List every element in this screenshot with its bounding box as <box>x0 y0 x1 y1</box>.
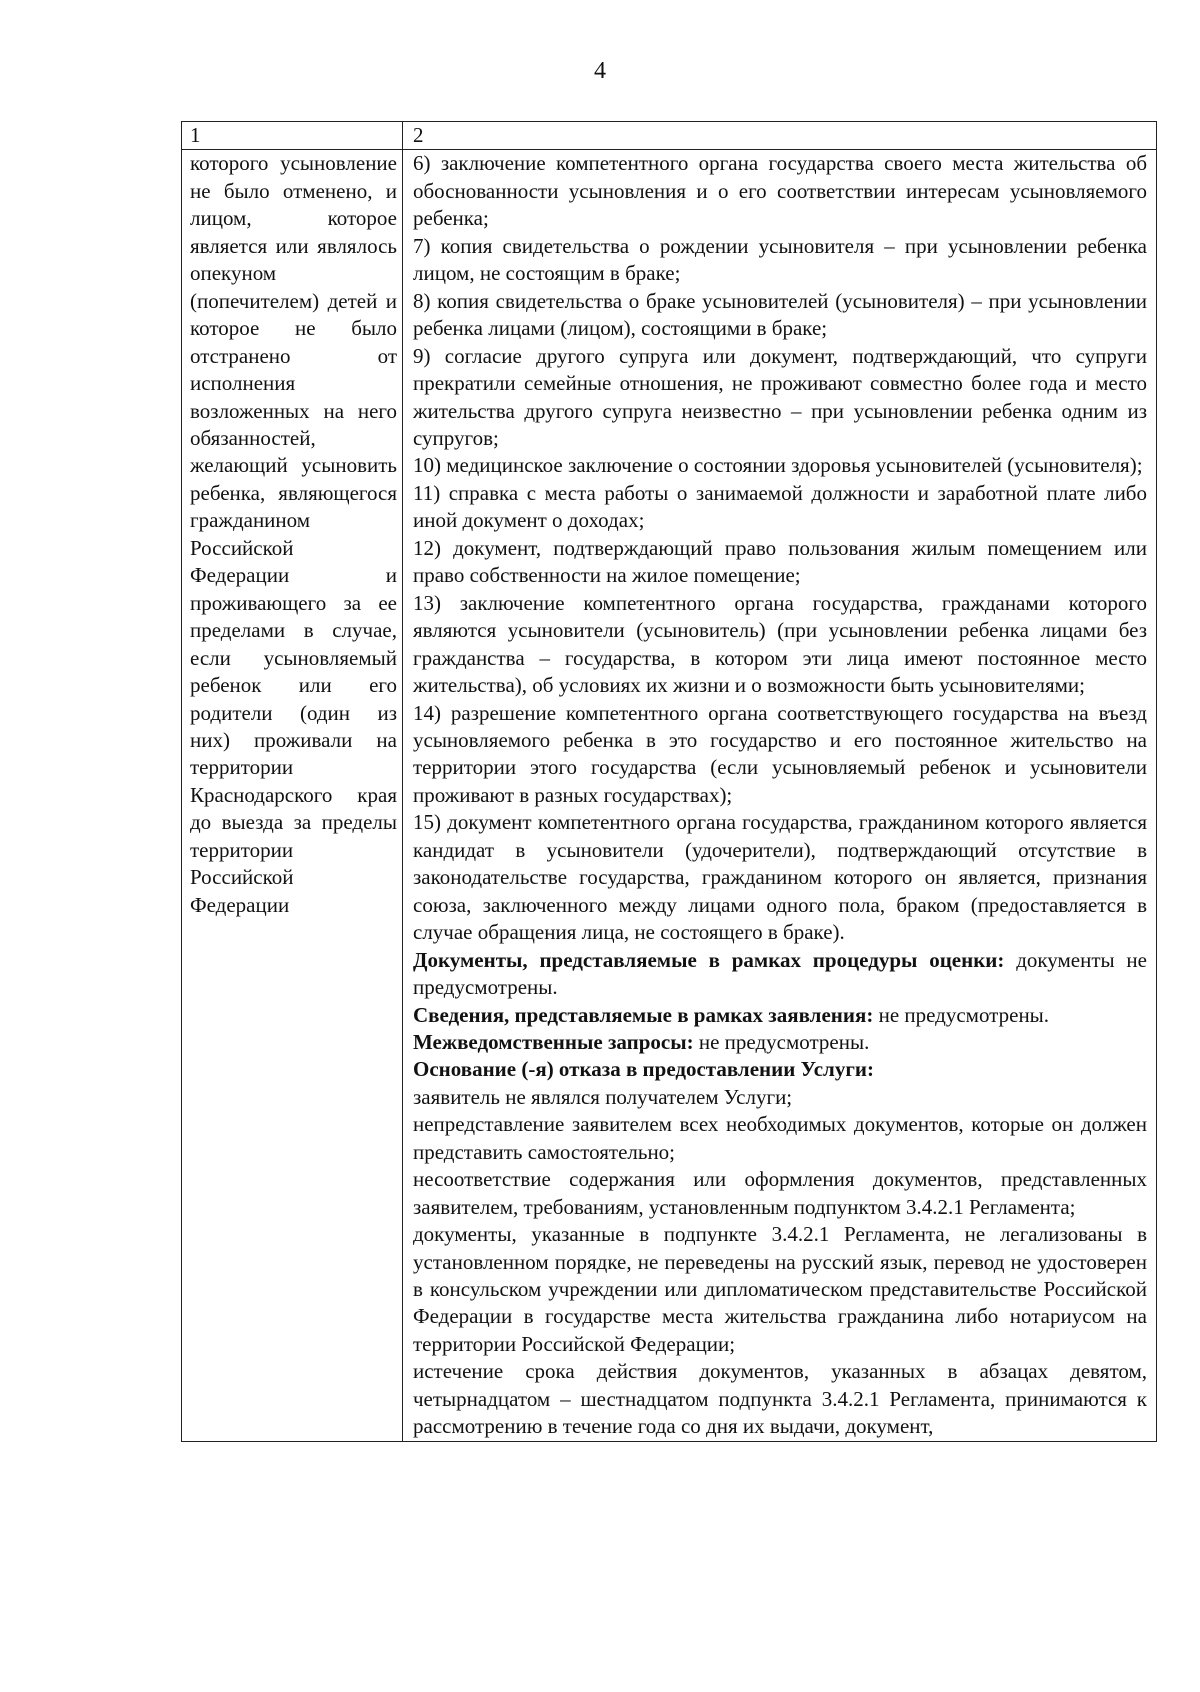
document-item-15: 15) документ компетентного органа государства, гражданином которого является кандидат в усыновители (удочерители), подтверждающий отсутствие в законодательстве государства, гражданином которого он является, признания союза, заключенного между лицами одного пола, браком (предоставляется в случае обращения лица, не состоящего в браке). <box>413 810 1147 945</box>
document-item-10: 10) медицинское заключение о состоянии здоровья усыновителей (усыновителя); <box>413 453 1143 478</box>
application-info <box>413 1002 1147 1029</box>
assessment-text: документы не предусмотрены. <box>413 947 1147 1000</box>
document-item-8: 8) копия свидетельства о браке усыновителей (усыновителя) – при усыновлении ребенка лицами (лицом), состоящими в браке; <box>413 288 1147 341</box>
services-table <box>181 121 1157 1442</box>
refusal-grounds-heading: Основание (-я) отказа в предоставлении Услуги: <box>413 1057 874 1082</box>
document-item-7: 7) копия свидетельства о рождении усыновителя – при усыновлении ребенка лицом, не состоящим в браке; <box>413 233 1147 286</box>
interagency-requests <box>413 1029 1147 1056</box>
interagency-label: Межведомственные запросы: <box>413 1029 694 1054</box>
application-label: Сведения, представляемые в рамках заявления: <box>413 1002 874 1027</box>
refusal-item: непредставление заявителем всех необходимых документов, которые он должен представить самостоятельно; <box>413 1112 1147 1164</box>
document-item-13: 13) заключение компетентного органа государства, гражданами которого являются усыновители (усыновитель) (при усыновлении ребенка лицами без гражданства – государства, в котором эти лица имеют постоянное место жительства), об условиях их жизни и о возможности быть усыновителями; <box>413 590 1147 698</box>
table-body-row <box>182 150 1157 1441</box>
document-item-12: 12) документ, подтверждающий право пользования жилым помещением или право собственности на жилое помещение; <box>413 535 1147 588</box>
document-item-9: 9) согласие другого супруга или документ, подтверждающий, что супруги прекратили семейные отношения, не проживают совместно более года и место жительства другого супруга неизвестно – при усыновлении ребенка одним из супругов; <box>413 343 1147 450</box>
document-item-6: 6) заключение компетентного органа государства своего места жительства об обоснованности усыновления и о его соответствии интересам усыновляемого ребенка; <box>413 151 1147 231</box>
document-item-14: 14) разрешение компетентного органа соответствующего государства на въезд усыновляемого ребенка в это государство и его постоянное жительство на территории этого государства (если усыновляемый ребенок и усыновители проживают в разных государствах); <box>413 700 1147 807</box>
refusal-item: документы, указанные в подпункте 3.4.2.1 Регламента, не легализованы в установленном порядке, не переведены на русский язык, перевод не удостоверен в консульском учреждении или дипломатическом представительстве Российской Федерации в государстве места жительства гражданина либо нотариусом на территории Российской Федерации; <box>413 1222 1147 1356</box>
table-header-row <box>182 122 1157 150</box>
applicant-description-cell: которого усыновление не было отменено, и лицом, которое является или являлось опекуном (попечителем) детей и которое не было отстранено от исполнения возложенных на него обязанностей, желающий усыновить ребенка, являющегося гражданином Российской Федерации и проживающего за ее пределами в случае, если усыновляемый ребенок или его родители (один из них) проживали на территории Краснодарского края до выезда за пределы территории Российской Федерации <box>182 150 403 1441</box>
interagency-text: не предусмотрены. <box>693 1029 870 1054</box>
refusal-item: заявитель не являлся получателем Услуги; <box>413 1084 793 1109</box>
refusal-item: несоответствие содержания или оформления документов, представленных заявителем, требованиям, установленным подпунктом 3.4.2.1 Регламента; <box>413 1167 1147 1219</box>
refusal-item: истечение срока действия документов, указанных в абзацах девятом, четырнадцатом – шестнадцатом подпункта 3.4.2.1 Регламента, принимаются к рассмотрению в течение года со дня их выдачи, документ, <box>413 1359 1147 1439</box>
column-2-header: 2 <box>403 122 1157 150</box>
application-text: не предусмотрены. <box>873 1002 1050 1027</box>
document-item-11: 11) справка с места работы о занимаемой должности и заработной плате либо иной документ о доходах; <box>413 480 1147 533</box>
assessment-documents <box>413 947 1147 1002</box>
documents-cell <box>403 150 1157 1441</box>
page-number: 4 <box>594 58 606 84</box>
assessment-label: Документы, представляемые в рамках процедуры оценки: <box>413 947 1005 972</box>
column-1-header: 1 <box>182 122 403 150</box>
